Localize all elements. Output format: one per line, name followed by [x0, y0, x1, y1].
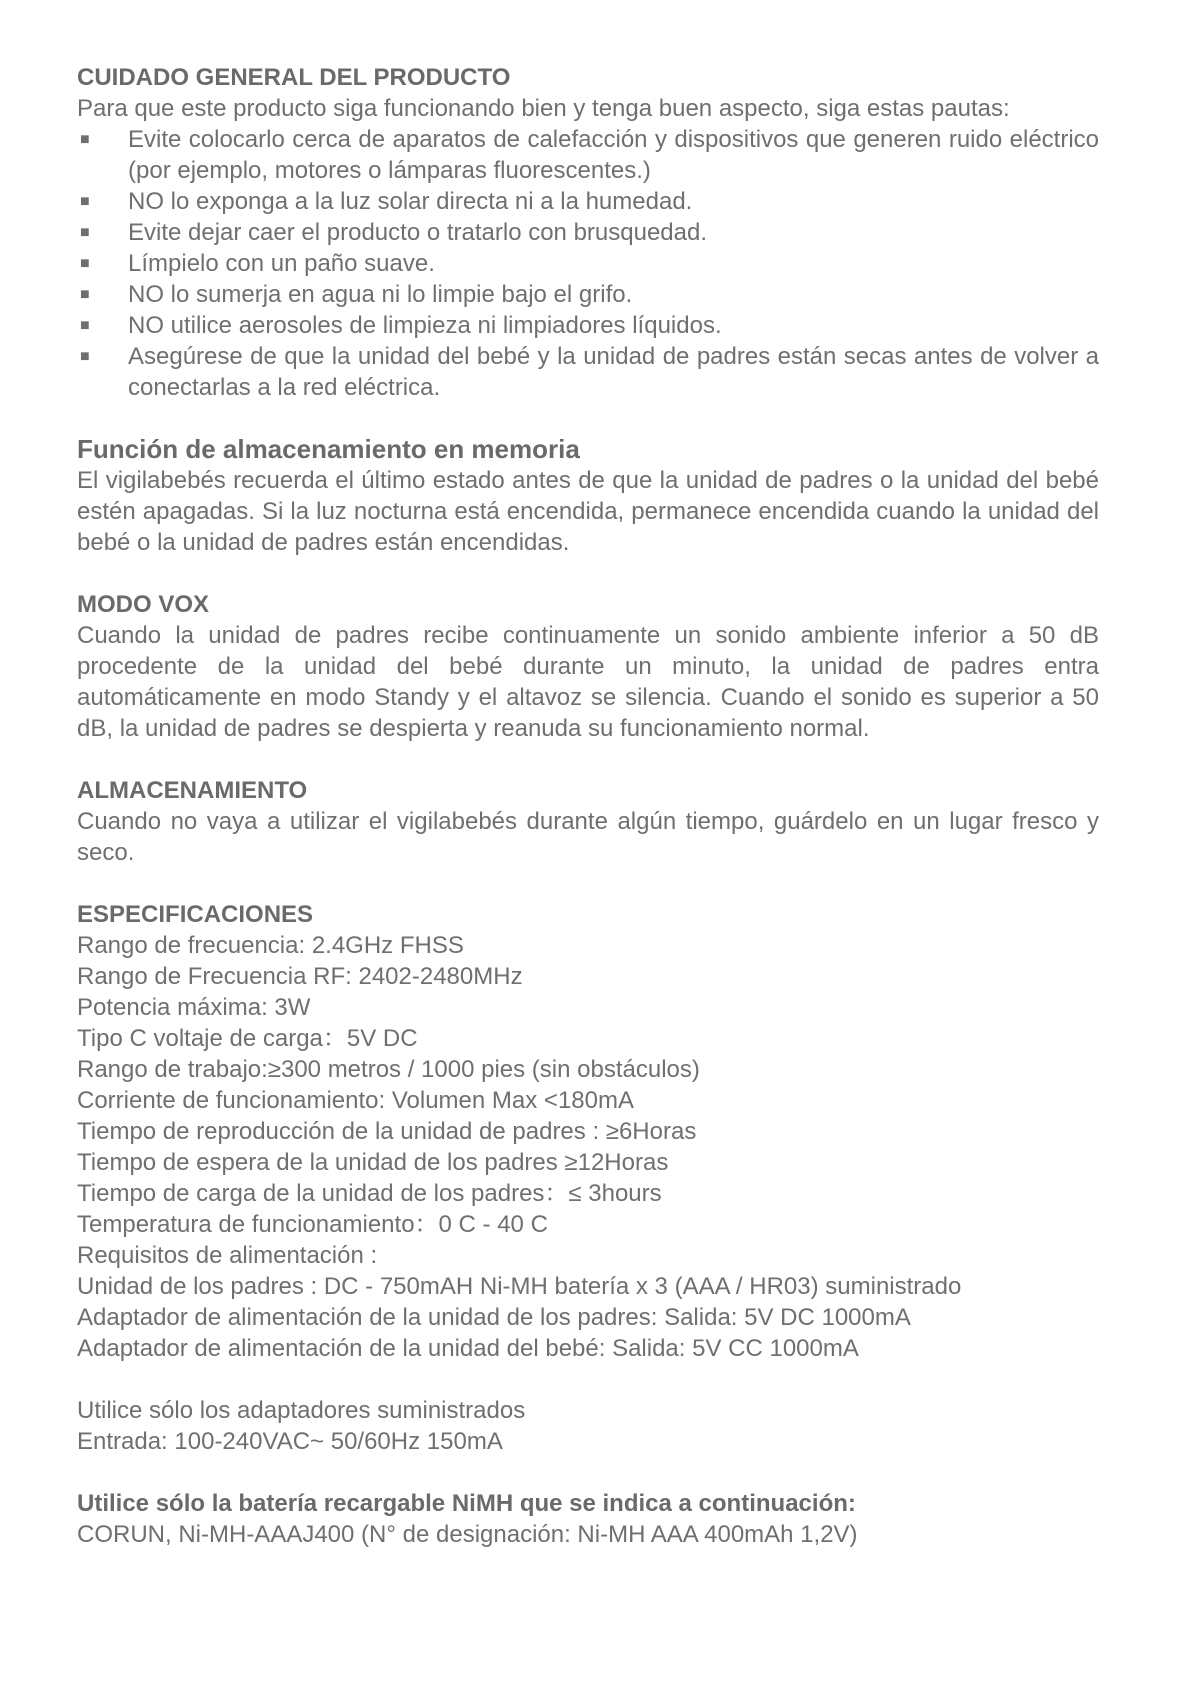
spec-line: Temperatura de funcionamiento：0 C - 40 C — [77, 1211, 548, 1238]
storage-heading: ALMACENAMIENTO — [77, 777, 308, 804]
list-item — [77, 124, 1099, 186]
memory-text: El vigilabebés recuerda el último estado antes de que la unidad de padres o la unidad del bebé estén apagadas. Si la luz nocturna está encendida, permanece encendida cuando la unidad del bebé o la unidad de padres están encendidas. — [77, 467, 1099, 556]
bullet-icon: ■ — [80, 131, 90, 148]
bullet-icon: ■ — [80, 348, 90, 365]
spec-line: Adaptador de alimentación de la unidad del bebé: Salida: 5V CC 1000mA — [77, 1335, 859, 1362]
list-item-text: Asegúrese de que la unidad del bebé y la unidad de padres están secas antes de volver a conectarlas a la red eléctrica. — [128, 343, 1099, 401]
spec-line: Rango de trabajo:≥300 metros / 1000 pies (sin obstáculos) — [77, 1056, 700, 1083]
spec-line: Potencia máxima: 3W — [77, 994, 311, 1021]
list-item — [77, 279, 1099, 310]
list-item-text: NO lo exponga a la luz solar directa ni a la humedad. — [128, 188, 693, 215]
vox-text: Cuando la unidad de padres recibe continuamente un sonido ambiente inferior a 50 dB procedente de la unidad del bebé durante un minuto, la unidad de padres entra automáticamente en modo Standy y el altavoz se silencia. Cuando el sonido es superior a 50 dB, la unidad de padres se despierta y reanuda su funcionamiento normal. — [77, 622, 1099, 742]
specs-heading: ESPECIFICACIONES — [77, 901, 314, 928]
list-item-text: NO utilice aerosoles de limpieza ni limpiadores líquidos. — [128, 312, 722, 339]
battery-text: CORUN, Ni-MH-AAAJ400 (N° de designación: Ni-MH AAA 400mAh 1,2V) — [77, 1521, 858, 1548]
spec-line: Tiempo de reproducción de la unidad de padres : ≥6Horas — [77, 1118, 697, 1145]
bullet-icon: ■ — [80, 224, 90, 241]
list-item — [77, 186, 1099, 217]
vox-heading: MODO VOX — [77, 591, 210, 618]
care-list — [77, 124, 1099, 403]
list-item — [77, 310, 1099, 341]
list-item-text: Evite dejar caer el producto o tratarlo con brusquedad. — [128, 219, 708, 246]
bullet-icon: ■ — [80, 255, 90, 272]
list-item — [77, 217, 1099, 248]
memory-heading: Función de almacenamiento en memoria — [77, 434, 580, 464]
care-heading: CUIDADO GENERAL DEL PRODUCTO — [77, 64, 511, 91]
spec-line: Corriente de funcionamiento: Volumen Max <180mA — [77, 1087, 634, 1114]
battery-heading: Utilice sólo la batería recargable NiMH que se indica a continuación: — [77, 1490, 856, 1517]
specs-list — [77, 930, 1099, 1364]
input-spec: Entrada: 100-240VAC~ 50/60Hz 150mA — [77, 1428, 503, 1455]
spec-line: Tiempo de carga de la unidad de los padres：≤ 3hours — [77, 1180, 662, 1207]
spec-line: Unidad de los padres : DC - 750mAH Ni-MH batería x 3 (AAA / HR03) suministrado — [77, 1273, 962, 1300]
adapter-note: Utilice sólo los adaptadores suministrados — [77, 1397, 526, 1424]
document-page — [77, 62, 1099, 1550]
list-item — [77, 248, 1099, 279]
spec-line: Rango de Frecuencia RF: 2402-2480MHz — [77, 963, 523, 990]
care-intro: Para que este producto siga funcionando bien y tenga buen aspecto, siga estas pautas: — [77, 95, 1010, 122]
spec-line: Rango de frecuencia: 2.4GHz FHSS — [77, 932, 464, 959]
bullet-icon: ■ — [80, 317, 90, 334]
spec-line: Adaptador de alimentación de la unidad de los padres: Salida: 5V DC 1000mA — [77, 1304, 911, 1331]
spec-line: Requisitos de alimentación : — [77, 1242, 378, 1269]
list-item-text: Evite colocarlo cerca de aparatos de calefacción y dispositivos que generen ruido eléctrico (por ejemplo, motores o lámparas fluorescentes.) — [128, 126, 1099, 184]
spec-line: Tiempo de espera de la unidad de los padres ≥12Horas — [77, 1149, 669, 1176]
list-item-text: Límpielo con un paño suave. — [128, 250, 435, 277]
spec-line: Tipo C voltaje de carga：5V DC — [77, 1025, 418, 1052]
storage-text: Cuando no vaya a utilizar el vigilabebés durante algún tiempo, guárdelo en un lugar fresco y seco. — [77, 808, 1099, 866]
list-item-text: NO lo sumerja en agua ni lo limpie bajo el grifo. — [128, 281, 633, 308]
bullet-icon: ■ — [80, 286, 90, 303]
bullet-icon: ■ — [80, 193, 90, 210]
list-item — [77, 341, 1099, 403]
